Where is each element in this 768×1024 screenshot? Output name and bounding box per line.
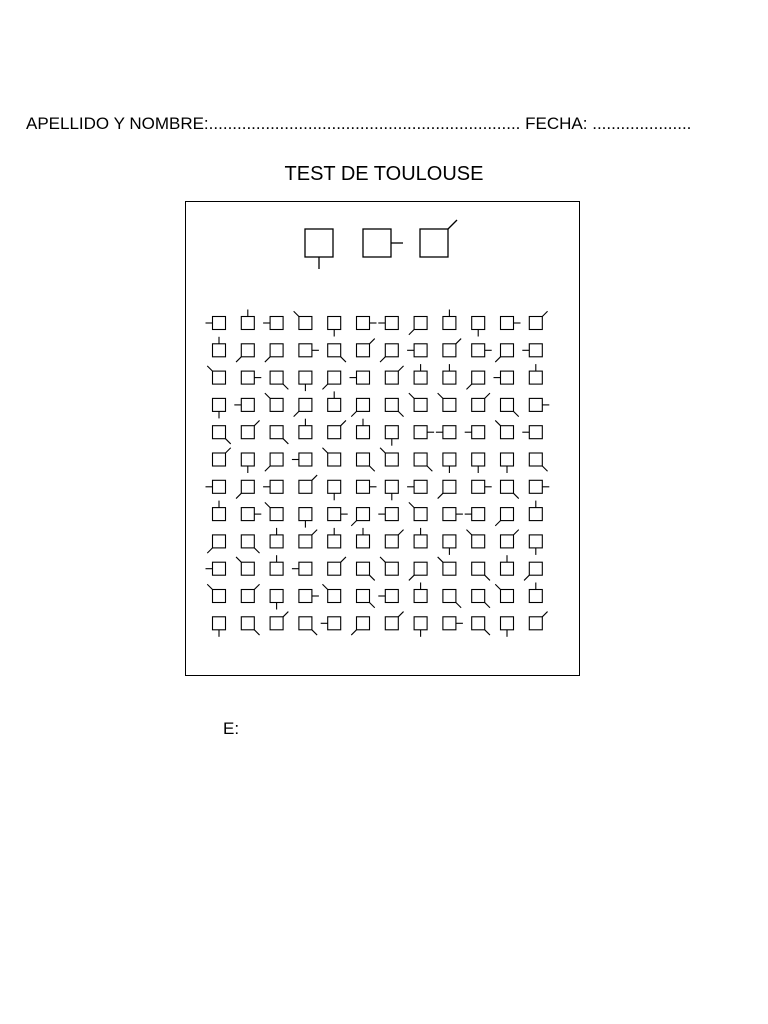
symbol-r11-c11[interactable]: [495, 584, 513, 602]
symbol-r10-c4[interactable]: [292, 562, 312, 575]
symbol-r8-c2[interactable]: [241, 508, 261, 521]
symbol-r2-c10[interactable]: [472, 344, 492, 357]
symbol-r6-c9[interactable]: [443, 453, 456, 473]
symbol-r11-c9[interactable]: [443, 590, 461, 608]
symbol-r5-c7[interactable]: [385, 426, 398, 446]
symbol-r5-c10[interactable]: [465, 426, 485, 439]
symbol-r5-c8[interactable]: [414, 426, 434, 439]
date-fill-dots[interactable]: .....................: [592, 114, 692, 133]
symbol-r7-c4[interactable]: [299, 475, 317, 493]
symbol-r6-c12[interactable]: [529, 453, 547, 471]
symbol-r12-c2[interactable]: [241, 617, 259, 635]
symbol-r10-c10[interactable]: [472, 562, 490, 580]
model-symbol-3[interactable]: [420, 220, 457, 257]
symbol-r12-c12[interactable]: [529, 612, 547, 630]
symbol-r9-c1[interactable]: [207, 535, 225, 553]
symbol-r3-c12[interactable]: [529, 364, 542, 384]
symbol-r4-c8[interactable]: [409, 393, 427, 411]
symbol-r9-c6[interactable]: [357, 528, 370, 548]
symbol-r2-c2[interactable]: [236, 344, 254, 362]
symbol-r10-c12[interactable]: [524, 562, 542, 580]
symbol-r2-c12[interactable]: [522, 344, 542, 357]
name-label: APELLIDO Y NOMBRE:: [26, 114, 209, 133]
symbol-r6-c10[interactable]: [472, 453, 485, 473]
symbol-r6-c8[interactable]: [414, 453, 432, 471]
symbol-r3-c11[interactable]: [494, 371, 514, 384]
symbol-r12-c8[interactable]: [414, 617, 427, 637]
symbol-r8-c7[interactable]: [378, 508, 398, 521]
symbol-r11-c8[interactable]: [414, 583, 427, 603]
symbol-r7-c2[interactable]: [236, 480, 254, 498]
symbol-r11-c4[interactable]: [299, 590, 319, 603]
symbol-r3-c2[interactable]: [241, 371, 261, 384]
symbol-r1-c9[interactable]: [443, 310, 456, 330]
symbol-r6-c7[interactable]: [380, 448, 398, 466]
symbol-r3-c4[interactable]: [299, 371, 312, 391]
symbol-r6-c5[interactable]: [322, 448, 340, 466]
symbol-r10-c5[interactable]: [328, 557, 346, 575]
date-label: FECHA:: [525, 114, 588, 133]
symbol-r7-c1[interactable]: [206, 480, 226, 493]
symbol-r12-c9[interactable]: [443, 617, 463, 630]
symbol-r4-c6[interactable]: [351, 398, 369, 416]
symbol-r1-c2[interactable]: [241, 310, 254, 330]
symbol-r5-c4[interactable]: [299, 419, 312, 439]
symbol-r1-c11[interactable]: [501, 317, 521, 330]
symbol-r11-c2[interactable]: [241, 584, 259, 602]
symbols-canvas: [186, 202, 581, 677]
symbol-r9-c10[interactable]: [466, 530, 484, 548]
name-fill-dots[interactable]: ..................................................................: [208, 114, 521, 133]
symbol-r4-c3[interactable]: [265, 393, 283, 411]
symbol-r2-c6[interactable]: [357, 339, 375, 357]
symbol-r9-c8[interactable]: [414, 528, 427, 548]
symbol-r8-c12[interactable]: [529, 501, 542, 521]
symbol-r4-c5[interactable]: [328, 391, 341, 411]
symbol-r10-c7[interactable]: [380, 557, 398, 575]
symbol-r1-c6[interactable]: [357, 317, 377, 330]
symbol-r3-c10[interactable]: [466, 371, 484, 389]
symbol-r3-c1[interactable]: [207, 366, 225, 384]
symbol-r8-c6[interactable]: [351, 508, 369, 526]
symbol-r4-c7[interactable]: [385, 398, 403, 416]
model-symbol-1[interactable]: [305, 229, 333, 269]
symbol-r1-c12[interactable]: [529, 311, 547, 329]
symbol-r12-c6[interactable]: [351, 617, 369, 635]
page-title: TEST DE TOULOUSE: [284, 163, 484, 185]
symbol-r12-c10[interactable]: [472, 617, 490, 635]
symbol-r1-c8[interactable]: [409, 317, 427, 335]
symbol-r7-c5[interactable]: [328, 480, 341, 500]
symbol-r3-c5[interactable]: [322, 371, 340, 389]
symbol-r4-c1[interactable]: [213, 398, 226, 418]
symbol-r9-c9[interactable]: [443, 535, 456, 555]
symbol-r12-c5[interactable]: [321, 617, 341, 630]
symbol-r3-c8[interactable]: [414, 364, 427, 384]
symbol-r12-c3[interactable]: [270, 612, 288, 630]
symbol-r10-c6[interactable]: [357, 562, 375, 580]
symbol-r11-c6[interactable]: [357, 590, 375, 608]
symbol-r7-c8[interactable]: [407, 480, 427, 493]
symbol-r8-c11[interactable]: [495, 508, 513, 526]
symbol-r8-c5[interactable]: [328, 508, 348, 521]
symbol-r2-c4[interactable]: [299, 344, 319, 357]
symbol-r4-c4[interactable]: [294, 398, 312, 416]
model-symbol-2[interactable]: [363, 229, 403, 257]
symbol-r11-c3[interactable]: [270, 590, 283, 610]
symbol-r9-c7[interactable]: [385, 530, 403, 548]
symbol-r9-c12[interactable]: [529, 535, 542, 555]
symbol-r6-c6[interactable]: [357, 453, 375, 471]
symbol-r11-c1[interactable]: [207, 584, 225, 602]
symbol-r9-c4[interactable]: [299, 530, 317, 548]
symbol-r10-c9[interactable]: [438, 557, 456, 575]
symbol-r7-c7[interactable]: [385, 480, 398, 500]
symbol-r5-c6[interactable]: [357, 419, 370, 439]
symbol-r12-c1[interactable]: [213, 617, 226, 637]
symbol-r10-c1[interactable]: [206, 562, 226, 575]
symbol-r4-c10[interactable]: [472, 393, 490, 411]
symbol-r7-c3[interactable]: [263, 480, 283, 493]
symbol-r5-c5[interactable]: [328, 420, 346, 438]
symbol-r7-c12[interactable]: [529, 480, 549, 493]
symbol-r8-c1[interactable]: [213, 501, 226, 521]
symbol-r8-c4[interactable]: [299, 508, 312, 528]
test-frame: [185, 201, 580, 676]
symbol-r9-c5[interactable]: [328, 528, 341, 548]
symbol-r5-c9[interactable]: [436, 426, 456, 439]
score-label: E:: [223, 719, 240, 738]
symbol-r4-c9[interactable]: [438, 393, 456, 411]
symbol-r8-c3[interactable]: [265, 502, 283, 520]
symbol-r9-c3[interactable]: [270, 528, 283, 548]
symbol-r6-c3[interactable]: [265, 453, 283, 471]
symbol-r10-c3[interactable]: [270, 555, 283, 575]
symbol-r5-c3[interactable]: [270, 426, 288, 444]
symbol-r3-c7[interactable]: [385, 366, 403, 384]
symbol-r7-c9[interactable]: [438, 480, 456, 498]
symbol-r10-c2[interactable]: [236, 557, 254, 575]
symbol-r1-c10[interactable]: [472, 317, 485, 337]
symbol-r8-c9[interactable]: [443, 508, 463, 521]
symbol-r12-c7[interactable]: [385, 612, 403, 630]
symbol-r10-c8[interactable]: [409, 562, 427, 580]
symbol-r7-c10[interactable]: [472, 480, 492, 493]
symbol-r6-c1[interactable]: [213, 448, 231, 466]
symbol-r5-c11[interactable]: [495, 420, 513, 438]
symbol-r11-c5[interactable]: [322, 584, 340, 602]
symbol-r9-c2[interactable]: [241, 535, 259, 553]
symbol-r2-c8[interactable]: [407, 344, 427, 357]
symbol-r5-c1[interactable]: [213, 426, 231, 444]
symbol-r4-c11[interactable]: [501, 398, 519, 416]
symbol-r11-c7[interactable]: [378, 590, 398, 603]
symbol-r4-c12[interactable]: [529, 398, 549, 411]
symbol-r2-c1[interactable]: [213, 337, 226, 357]
symbol-r8-c8[interactable]: [409, 502, 427, 520]
symbol-r4-c2[interactable]: [234, 398, 254, 411]
symbol-r11-c12[interactable]: [529, 583, 542, 603]
symbol-r1-c7[interactable]: [378, 317, 398, 330]
symbol-r12-c4[interactable]: [299, 617, 317, 635]
symbol-r12-c11[interactable]: [501, 617, 514, 637]
symbol-r5-c2[interactable]: [241, 420, 259, 438]
symbol-r6-c11[interactable]: [501, 453, 514, 473]
symbol-r1-c3[interactable]: [263, 317, 283, 330]
symbol-r9-c11[interactable]: [501, 530, 519, 548]
symbol-r6-c2[interactable]: [241, 453, 254, 473]
symbol-r8-c10[interactable]: [465, 508, 485, 521]
symbol-r6-c4[interactable]: [292, 453, 312, 466]
symbol-r7-c11[interactable]: [501, 480, 519, 498]
symbol-r2-c9[interactable]: [443, 339, 461, 357]
symbol-r3-c3[interactable]: [270, 371, 288, 389]
symbol-r5-c12[interactable]: [522, 426, 542, 439]
symbol-r2-c11[interactable]: [495, 344, 513, 362]
symbol-r3-c6[interactable]: [350, 371, 370, 384]
symbol-r3-c9[interactable]: [443, 364, 456, 384]
symbol-r1-c1[interactable]: [206, 317, 226, 330]
symbol-r1-c5[interactable]: [328, 317, 341, 337]
symbol-r1-c4[interactable]: [294, 311, 312, 329]
symbol-r10-c11[interactable]: [501, 555, 514, 575]
header-line: [26, 114, 691, 134]
symbol-r11-c10[interactable]: [472, 590, 490, 608]
symbol-r7-c6[interactable]: [357, 480, 377, 493]
symbol-r2-c7[interactable]: [380, 344, 398, 362]
symbol-r2-c5[interactable]: [328, 344, 346, 362]
symbol-r2-c3[interactable]: [265, 344, 283, 362]
